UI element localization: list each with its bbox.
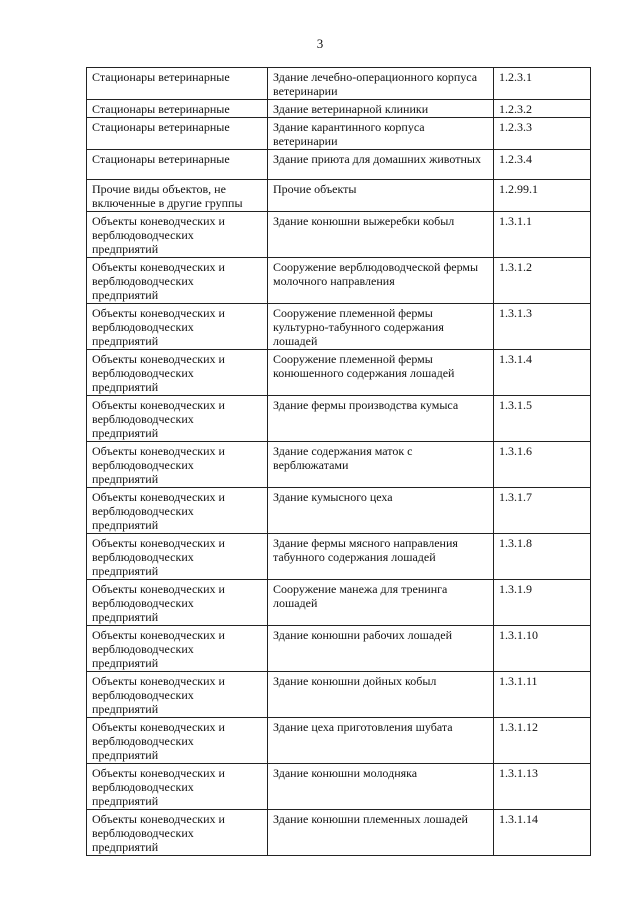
table-row — [87, 718, 591, 764]
group-cell: Объекты коневодческих и верблюдоводческих предприятий — [87, 442, 268, 488]
code-cell: 1.3.1.1 — [494, 212, 591, 258]
code-cell: 1.2.3.2 — [494, 100, 591, 118]
table-row — [87, 534, 591, 580]
group-cell: Стационары ветеринарные — [87, 150, 268, 180]
code-cell: 1.3.1.13 — [494, 764, 591, 810]
object-cell: Здание приюта для домашних животных — [268, 150, 494, 180]
object-cell: Здание цеха приготовления шубата — [268, 718, 494, 764]
code-cell: 1.3.1.10 — [494, 626, 591, 672]
group-cell: Объекты коневодческих и верблюдоводческих предприятий — [87, 764, 268, 810]
table-row — [87, 396, 591, 442]
table-row — [87, 212, 591, 258]
object-cell: Здание карантинного корпуса ветеринарии — [268, 118, 494, 150]
table-row — [87, 810, 591, 856]
group-cell: Объекты коневодческих и верблюдоводческих предприятий — [87, 718, 268, 764]
code-cell: 1.2.3.1 — [494, 68, 591, 100]
object-cell: Здание фермы мясного направления табунного содержания лошадей — [268, 534, 494, 580]
code-cell: 1.3.1.12 — [494, 718, 591, 764]
object-cell: Здание ветеринарной клиники — [268, 100, 494, 118]
group-cell: Объекты коневодческих и верблюдоводческих предприятий — [87, 396, 268, 442]
code-cell: 1.2.99.1 — [494, 180, 591, 212]
group-cell: Объекты коневодческих и верблюдоводческих предприятий — [87, 672, 268, 718]
code-cell: 1.3.1.8 — [494, 534, 591, 580]
code-cell: 1.3.1.2 — [494, 258, 591, 304]
group-cell: Объекты коневодческих и верблюдоводческих предприятий — [87, 488, 268, 534]
code-cell: 1.3.1.5 — [494, 396, 591, 442]
classification-table — [86, 67, 591, 856]
table-row — [87, 580, 591, 626]
group-cell: Объекты коневодческих и верблюдоводческих предприятий — [87, 258, 268, 304]
object-cell: Сооружение племенной фермы конюшенного содержания лошадей — [268, 350, 494, 396]
object-cell: Сооружение верблюдоводческой фермы молочного направления — [268, 258, 494, 304]
group-cell: Объекты коневодческих и верблюдоводческих предприятий — [87, 350, 268, 396]
group-cell: Объекты коневодческих и верблюдоводческих предприятий — [87, 626, 268, 672]
group-cell: Стационары ветеринарные — [87, 118, 268, 150]
object-cell: Здание конюшни выжеребки кобыл — [268, 212, 494, 258]
code-cell: 1.3.1.7 — [494, 488, 591, 534]
table-row — [87, 180, 591, 212]
object-cell: Здание конюшни рабочих лошадей — [268, 626, 494, 672]
group-cell: Объекты коневодческих и верблюдоводческих предприятий — [87, 810, 268, 856]
code-cell: 1.2.3.3 — [494, 118, 591, 150]
table-row — [87, 488, 591, 534]
group-cell: Стационары ветеринарные — [87, 68, 268, 100]
table-row — [87, 258, 591, 304]
object-cell: Здание содержания маток с верблюжатами — [268, 442, 494, 488]
code-cell: 1.3.1.9 — [494, 580, 591, 626]
code-cell: 1.3.1.4 — [494, 350, 591, 396]
object-cell: Здание фермы производства кумыса — [268, 396, 494, 442]
table-row — [87, 350, 591, 396]
code-cell: 1.3.1.6 — [494, 442, 591, 488]
table-row — [87, 118, 591, 150]
object-cell: Здание конюшни дойных кобыл — [268, 672, 494, 718]
code-cell: 1.3.1.3 — [494, 304, 591, 350]
object-cell: Здание лечебно-операционного корпуса ветеринарии — [268, 68, 494, 100]
table-row — [87, 150, 591, 180]
object-cell: Прочие объекты — [268, 180, 494, 212]
table-row — [87, 626, 591, 672]
object-cell: Здание конюшни молодняка — [268, 764, 494, 810]
object-cell: Сооружение племенной фермы культурно-табунного содержания лошадей — [268, 304, 494, 350]
table-row — [87, 304, 591, 350]
object-cell: Здание кумысного цеха — [268, 488, 494, 534]
page-number: 3 — [316, 36, 324, 51]
table-row — [87, 442, 591, 488]
table-row — [87, 68, 591, 100]
group-cell: Объекты коневодческих и верблюдоводческих предприятий — [87, 580, 268, 626]
object-cell: Сооружение манежа для тренинга лошадей — [268, 580, 494, 626]
table-row — [87, 672, 591, 718]
code-cell: 1.3.1.14 — [494, 810, 591, 856]
group-cell: Прочие виды объектов, не включенные в другие группы — [87, 180, 268, 212]
table-row — [87, 764, 591, 810]
object-cell: Здание конюшни племенных лошадей — [268, 810, 494, 856]
code-cell: 1.2.3.4 — [494, 150, 591, 180]
group-cell: Объекты коневодческих и верблюдоводческих предприятий — [87, 534, 268, 580]
group-cell: Объекты коневодческих и верблюдоводческих предприятий — [87, 304, 268, 350]
group-cell: Стационары ветеринарные — [87, 100, 268, 118]
table-row — [87, 100, 591, 118]
code-cell: 1.3.1.11 — [494, 672, 591, 718]
group-cell: Объекты коневодческих и верблюдоводческих предприятий — [87, 212, 268, 258]
